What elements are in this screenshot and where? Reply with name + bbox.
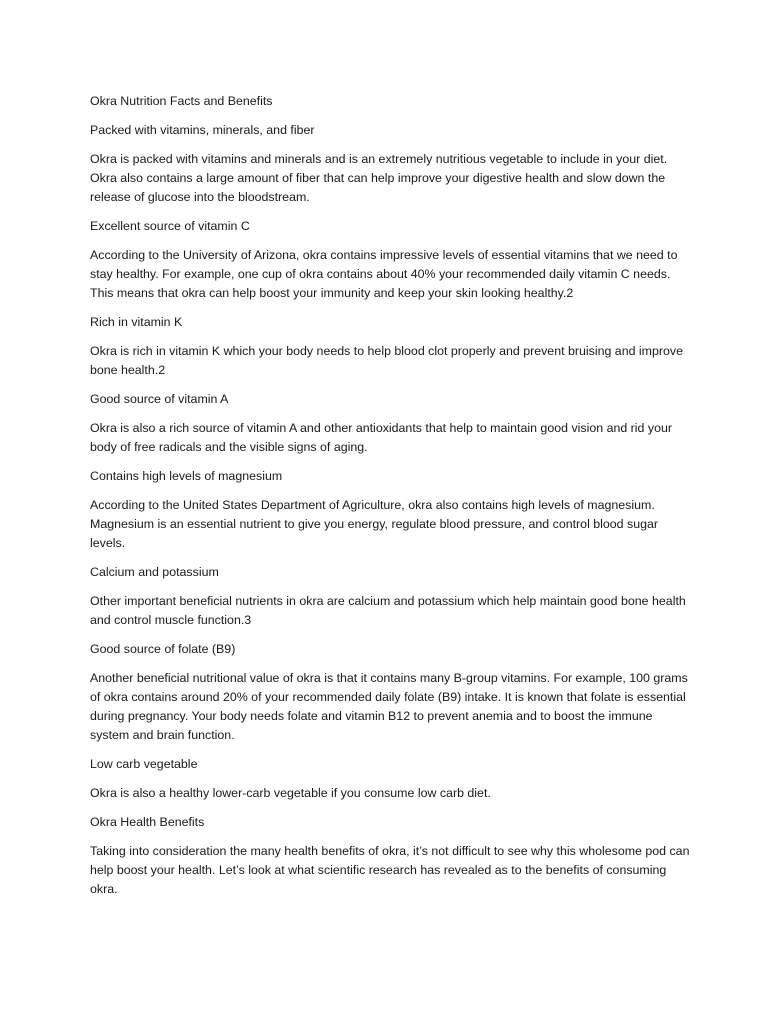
section-heading: Good source of vitamin A	[90, 392, 229, 406]
section-heading: Excellent source of vitamin C	[90, 219, 250, 233]
section-heading: Good source of folate (B9)	[90, 642, 236, 656]
section-body: Okra is also a rich source of vitamin A and other antioxidants that help to maintain good vision and rid your body of free radicals and the visible signs of aging.	[90, 421, 672, 454]
document-page	[90, 92, 690, 909]
section-body: According to the United States Department of Agriculture, okra also contains high levels of magnesium. Magnesium is an essential nutrient to give you energy, regulate blood pressure, and control blood sugar levels.	[90, 498, 659, 550]
section-body: Okra is rich in vitamin K which your body needs to help blood clot properly and prevent bruising and improve bone health.2	[90, 344, 683, 377]
section-body: Another beneficial nutritional value of okra is that it contains many B-group vitamins. For example, 100 grams of okra contains around 20% of your recommended daily folate (B9) intake. It is known that folate is essential during pregnancy. Your body needs folate and vitamin B12 to prevent anemia and to boost the immune system and brain function.	[90, 671, 688, 742]
section-body: Okra is also a healthy lower-carb vegetable if you consume low carb diet.	[90, 786, 491, 800]
section-heading: Calcium and potassium	[90, 565, 219, 579]
section-body: According to the University of Arizona, okra contains impressive levels of essential vitamins that we need to stay healthy. For example, one cup of okra contains about 40% your recommended daily vitamin C needs. This means that okra can help boost your immunity and keep your skin looking healthy.2	[90, 248, 678, 300]
section-body: Okra is packed with vitamins and minerals and is an extremely nutritious vegetable to include in your diet. Okra also contains a large amount of fiber that can help improve your digestive health and slow down the release of glucose into the bloodstream.	[90, 152, 668, 204]
section-heading: Rich in vitamin K	[90, 315, 183, 329]
section-body: Other important beneficial nutrients in okra are calcium and potassium which help maintain good bone health and control muscle function.3	[90, 594, 686, 627]
section-heading: Contains high levels of magnesium	[90, 469, 283, 483]
section-heading: Packed with vitamins, minerals, and fiber	[90, 123, 315, 137]
document-title: Okra Nutrition Facts and Benefits	[90, 94, 273, 108]
section-heading: Low carb vegetable	[90, 757, 198, 771]
section-heading: Okra Health Benefits	[90, 815, 205, 829]
section-body: Taking into consideration the many health benefits of okra, it’s not difficult to see why this wholesome pod can help boost your health. Let’s look at what scientific research has revealed as to the benefits of consuming okra.	[90, 844, 690, 896]
